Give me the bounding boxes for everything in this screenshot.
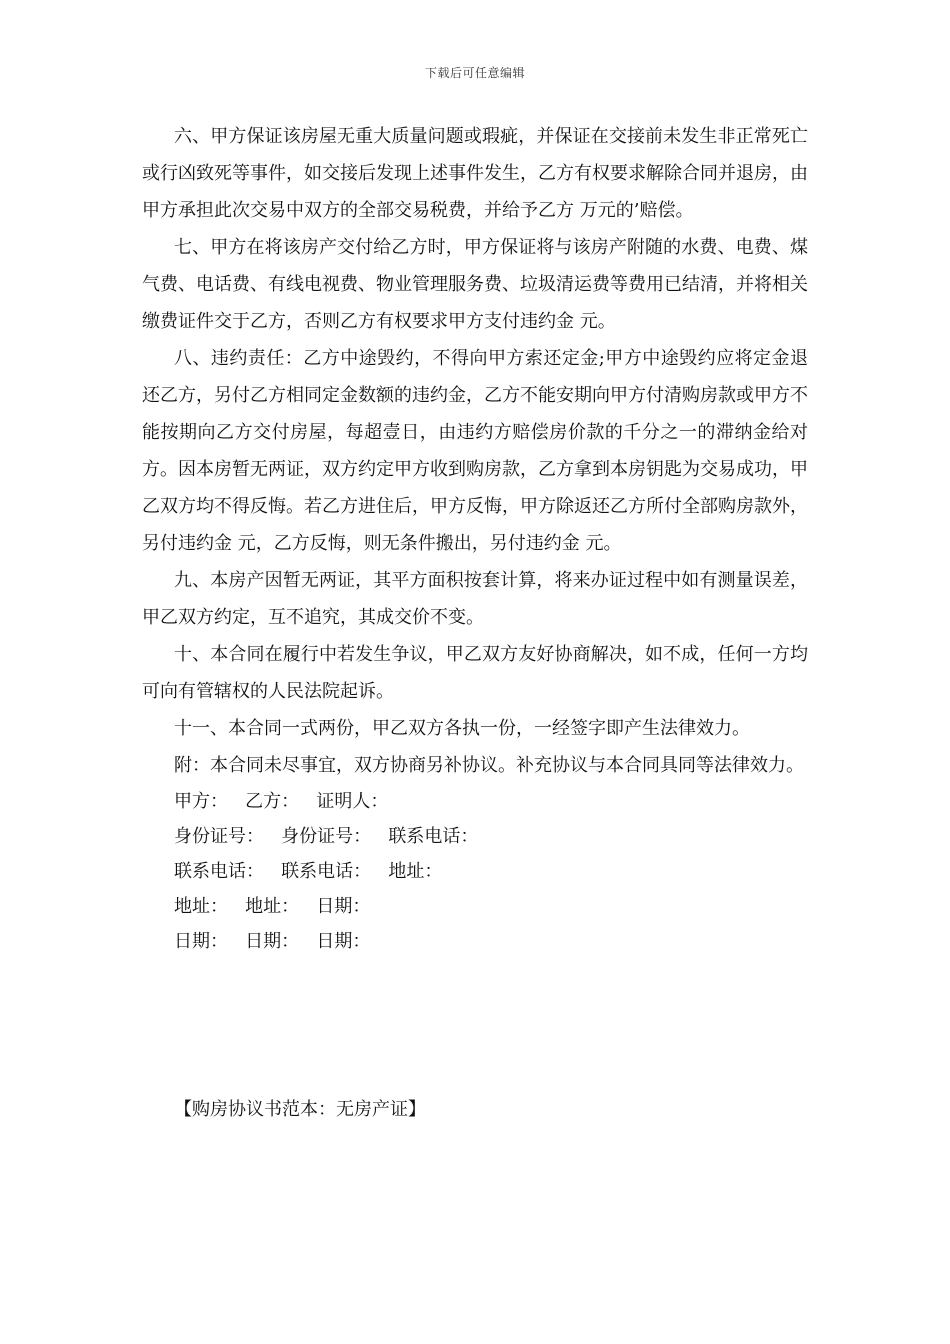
signature-row-id (142, 819, 808, 854)
party-b-phone-label: 联系电话： (281, 861, 372, 882)
clause-8: 八、违约责任：乙方中途毁约，不得向甲方索还定金;甲方中途毁约应将定金退还乙方，另付乙方相同定金数额的违约金，乙方不能安期向甲方付清购房款或甲方不能按期向乙方交付房屋，每超壹日，由违约方赔偿房价款的千分之一的滞纳金给对方。因本房暂无两证，双方约定甲方收到购房款，乙方拿到本房钥匙为交易成功，甲乙双方均不得反悔。若乙方进住后，甲方反悔，甲方除返还乙方所付全部购房款外，另付违约金 元，乙方反悔，则无条件搬出，另付违约金 元。 (142, 348, 808, 554)
party-b-label: 乙方： (245, 791, 300, 812)
party-a-label: 甲方： (174, 791, 228, 812)
clause-7: 七、甲方在将该房产交付给乙方时，甲方保证将与该房产附随的水费、电费、煤气费、电话费、有线电视费、物业管理服务费、垃圾清运费等费用已结清，并将相关缴费证件交于乙方，否则乙方有权要求甲方支付违约金 元。 (142, 237, 808, 332)
page-header-note: 下载后可任意编辑 (424, 66, 525, 80)
signature-row-parties (142, 784, 808, 819)
signature-row-date (142, 924, 808, 959)
appendix-note: 附：本合同未尽事宜，双方协商另补协议。补充协议与本合同具同等法律效力。 (174, 755, 804, 776)
signature-row-phone (142, 854, 808, 889)
witness-phone-label: 联系电话： (388, 826, 479, 847)
witness-label: 证明人： (316, 791, 389, 812)
contract-body (142, 118, 808, 959)
extra-date-label: 日期： (316, 931, 371, 952)
party-a-date-label: 日期： (174, 931, 228, 952)
clause-11: 十一、本合同一式两份，甲乙双方各执一份，一经签字即产生法律效力。 (174, 718, 750, 739)
witness-address-label: 地址： (388, 861, 443, 882)
party-b-id-label: 身份证号： (281, 826, 372, 847)
clause-9: 九、本房产因暂无两证，其平方面积按套计算，将来办证过程中如有测量误差，甲乙双方约定，互不追究，其成交价不变。 (142, 570, 808, 628)
signature-block (142, 784, 808, 959)
signature-row-address (142, 889, 808, 924)
witness-date-label: 日期： (316, 896, 371, 917)
party-b-address-label: 地址： (245, 896, 300, 917)
clause-6: 六、甲方保证该房屋无重大质量问题或瑕疵，并保证在交接前未发生非正常死亡或行凶致死等事件，如交接后发现上述事件发生，乙方有权要求解除合同并退房，由甲方承担此次交易中双方的全部交易税费，并给予乙方 万元的’赔偿。 (142, 126, 808, 221)
party-b-date-label: 日期： (245, 931, 300, 952)
party-a-id-label: 身份证号： (174, 826, 264, 847)
clause-10: 十、本合同在履行中若发生争议，甲乙双方友好协商解决，如不成，任何一方均可向有管辖权的人民法院起诉。 (142, 644, 808, 702)
party-a-address-label: 地址： (174, 896, 228, 917)
next-section-title: 【购房协议书范本：无房产证】 (174, 1099, 426, 1120)
party-a-phone-label: 联系电话： (174, 861, 264, 882)
